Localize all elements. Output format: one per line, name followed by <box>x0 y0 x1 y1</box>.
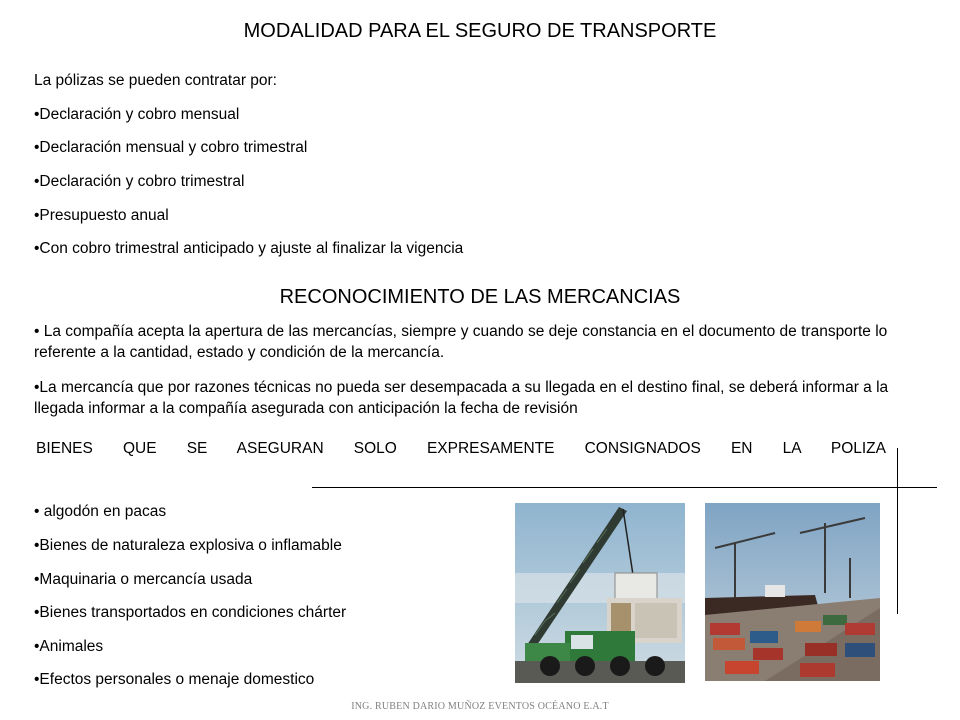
goods-item: • algodón en pacas <box>34 503 167 520</box>
divider-horizontal <box>312 487 937 488</box>
transport-item: •Con cobro trimestral anticipado y ajuste al finalizar la vigencia <box>34 240 464 257</box>
transport-intro: La pólizas se pueden contratar por: <box>34 72 277 89</box>
transport-item: •Declaración y cobro trimestral <box>34 173 245 190</box>
goods-item: •Animales <box>34 638 104 655</box>
goods-item: •Maquinaria o mercancía usada <box>34 571 253 588</box>
crane-photo <box>515 503 685 683</box>
port-photo <box>705 503 880 681</box>
recognition-paragraph: •La mercancía que por razones técnicas no pueda ser desempacada a su llegada en el destino final, se deberá informar a la llegada informar a la compañía asegurada con anticipación la fecha de revisión <box>34 379 889 417</box>
goods-item: •Bienes de naturaleza explosiva o inflamable <box>34 537 342 554</box>
goods-title: BIENES QUE SE ASEGURAN SOLO EXPRESAMENTE CONSIGNADOS EN LA POLIZA <box>36 440 886 457</box>
divider-vertical <box>897 448 898 614</box>
transport-item: •Presupuesto anual <box>34 207 169 224</box>
transport-item: •Declaración mensual y cobro trimestral <box>34 139 308 156</box>
goods-item: •Bienes transportados en condiciones chárter <box>34 604 347 621</box>
transport-item: •Declaración y cobro mensual <box>34 106 240 123</box>
recognition-title: RECONOCIMIENTO DE LAS MERCANCIAS <box>279 286 681 308</box>
transport-title: MODALIDAD PARA EL SEGURO DE TRANSPORTE <box>243 20 717 42</box>
goods-item: •Efectos personales o menaje domestico <box>34 671 315 688</box>
recognition-paragraph: • La compañía acepta la apertura de las mercancías, siempre y cuando se deje constancia en el documento de transporte lo referente a la cantidad, estado y condición de la mercancía. <box>34 323 888 361</box>
footer-credit: ING. RUBEN DARIO MUÑOZ EVENTOS OCÉANO E.A.T <box>351 701 609 712</box>
